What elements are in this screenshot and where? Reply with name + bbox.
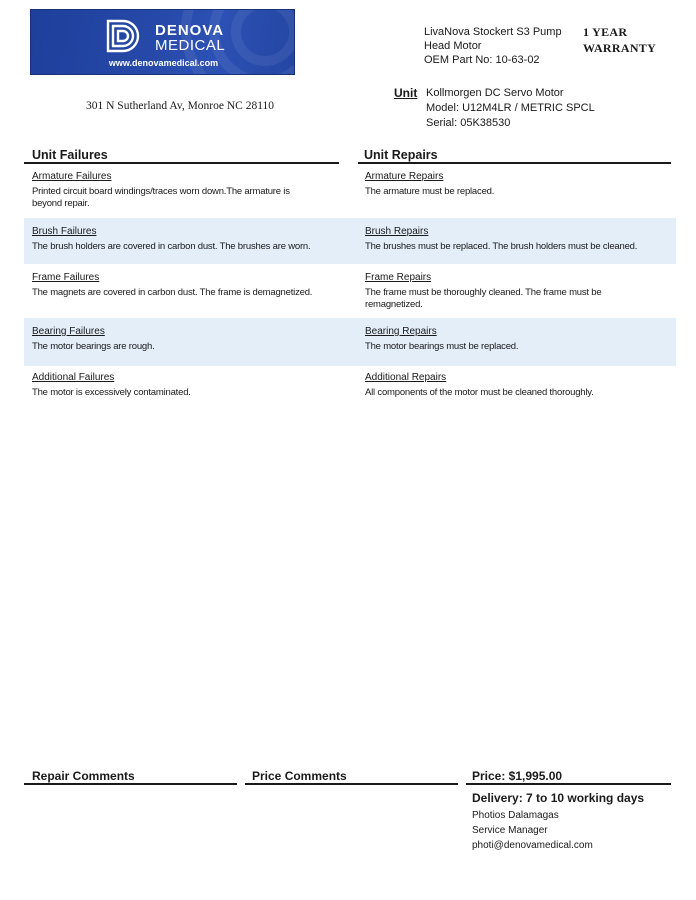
unit-label: Unit xyxy=(394,86,418,100)
failure-title: Armature Failures xyxy=(32,171,112,182)
logo-url: www.denovamedical.com xyxy=(108,58,219,68)
failure-text: The motor is excessively contaminated. xyxy=(32,387,191,398)
contact-title: Service Manager xyxy=(472,825,548,836)
delivery-time: Delivery: 7 to 10 working days xyxy=(472,791,645,805)
failure-repair-row xyxy=(24,264,676,318)
unit-failures-heading: Unit Failures xyxy=(32,148,108,162)
price-comments-heading: Price Comments xyxy=(252,769,347,783)
denova-d-icon xyxy=(105,18,149,54)
unit-repairs-heading: Unit Repairs xyxy=(364,148,438,162)
repair-text: The brushes must be replaced. The brush holders must be cleaned. xyxy=(365,241,638,252)
failure-text: The motor bearings are rough. xyxy=(32,341,155,352)
repair-comments-divider xyxy=(24,783,237,785)
repair-title: Frame Repairs xyxy=(365,272,432,283)
warranty-duration: 1 YEAR xyxy=(583,25,628,39)
repair-title: Brush Repairs xyxy=(365,226,429,237)
repair-title: Additional Repairs xyxy=(365,372,447,383)
repair-text: The armature must be replaced. xyxy=(365,186,495,197)
contact-name: Photios Dalamagas xyxy=(472,810,559,821)
failure-text: Printed circuit board windings/traces worn down.The armature is beyond repair. xyxy=(32,186,290,209)
repairs-divider xyxy=(358,162,671,164)
failures-divider xyxy=(24,162,339,164)
unit-info xyxy=(426,86,595,131)
company-logo xyxy=(30,9,295,75)
failure-repair-row xyxy=(24,218,676,264)
price-comments-divider xyxy=(245,783,458,785)
repair-text: The frame must be thoroughly cleaned. The frame must be remagnetized. xyxy=(365,287,602,310)
failure-title: Bearing Failures xyxy=(32,326,105,337)
contact-email[interactable]: photi@denovamedical.com xyxy=(472,840,593,851)
unit-model: Model: U12M4LR / METRIC SPCL xyxy=(426,102,595,114)
unit-serial: Serial: 05K38530 xyxy=(426,117,511,129)
repair-comments-heading: Repair Comments xyxy=(32,769,135,783)
failure-title: Brush Failures xyxy=(32,226,97,237)
failure-repair-row xyxy=(24,366,676,406)
warranty-badge xyxy=(583,24,656,56)
failure-title: Additional Failures xyxy=(32,372,115,383)
logo-subtitle: MEDICAL xyxy=(155,37,226,54)
product-oem-number: OEM Part No: 10-63-02 xyxy=(424,54,540,66)
product-info xyxy=(424,25,562,67)
repair-text: The motor bearings must be replaced. xyxy=(365,341,519,352)
failure-text: The magnets are covered in carbon dust. The frame is demagnetized. xyxy=(32,287,313,298)
warranty-label: WARRANTY xyxy=(583,41,657,55)
repair-title: Armature Repairs xyxy=(365,171,444,182)
failure-repair-row xyxy=(24,318,676,366)
unit-description: Kollmorgen DC Servo Motor xyxy=(426,87,564,99)
company-address: 301 N Sutherland Av, Monroe NC 28110 xyxy=(86,100,275,112)
repair-title: Bearing Repairs xyxy=(365,326,437,337)
failure-title: Frame Failures xyxy=(32,272,100,283)
product-name: LivaNova Stockert S3 Pump xyxy=(424,26,562,38)
failure-text: The brush holders are covered in carbon dust. The brushes are worn. xyxy=(32,241,311,252)
product-part: Head Motor xyxy=(424,40,482,52)
repair-text: All components of the motor must be cleaned thoroughly. xyxy=(365,387,594,398)
failure-repair-row xyxy=(24,166,676,216)
logo-name: DENOVA xyxy=(155,22,225,39)
price-divider xyxy=(466,783,671,785)
price-value: Price: $1,995.00 xyxy=(472,769,563,783)
contact-block xyxy=(472,808,593,853)
